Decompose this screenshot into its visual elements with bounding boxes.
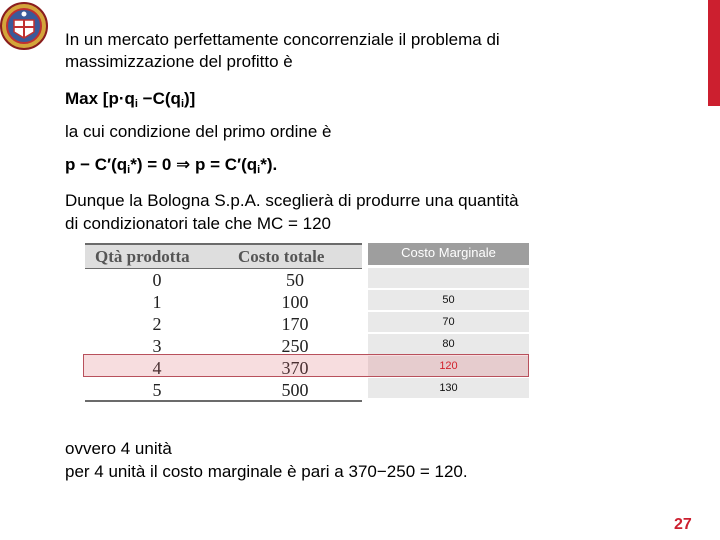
cost-table-header <box>85 243 362 269</box>
marginal-cost-cell: 70 <box>368 312 529 332</box>
page-number: 27 <box>674 516 692 533</box>
table-row: 5 500 <box>152 380 309 400</box>
intro-line-1: In un mercato perfettamente concorrenziale il problema di <box>65 30 500 49</box>
answer-line-2: per 4 unità il costo marginale è pari a 370−250 = 120. <box>65 462 468 481</box>
marginal-cost-cell: 80 <box>368 334 529 354</box>
header-total-cost: Costo totale <box>238 247 325 266</box>
conclusion-line-2: di condizionatori tale che MC = 120 <box>65 214 332 233</box>
marginal-cost-cell: 50 <box>368 290 529 310</box>
marginal-cost-cell: 130 <box>368 378 529 398</box>
foc-expression: $p - C'(q_i*) = 0$ ⇒ $p = C'(q_i*)$. <box>65 155 278 176</box>
cost-table <box>85 243 362 403</box>
accent-bar <box>708 0 720 106</box>
table-row: 2 170 <box>152 314 309 334</box>
marginal-cost-cell <box>368 268 529 288</box>
condition-line: la cui condizione del primo ordine è <box>65 122 332 141</box>
table-row: 0 50 <box>152 270 304 290</box>
header-quantity: Qtà prodotta <box>95 247 190 266</box>
conclusion-line-1: Dunque la Bologna S.p.A. sceglierà di produrre una quantità <box>65 191 519 210</box>
marginal-cost-cell-highlight: 120 <box>368 356 529 376</box>
answer-line-1: ovvero 4 unità <box>65 439 172 458</box>
university-seal-icon <box>0 0 48 52</box>
highlighted-row-frame <box>83 354 529 377</box>
max-expression: Max $[p\cdot q_i -C(q_i)]$ <box>65 89 196 110</box>
table-row: 3 250 <box>152 336 309 356</box>
table-bottom-rule <box>85 400 362 402</box>
table-row: 4 370 <box>152 358 309 378</box>
intro-line-2: massimizzazione del profitto è <box>65 52 293 71</box>
table-row: 1 100 <box>152 292 309 312</box>
marginal-cost-header: Costo Marginale <box>368 243 529 265</box>
